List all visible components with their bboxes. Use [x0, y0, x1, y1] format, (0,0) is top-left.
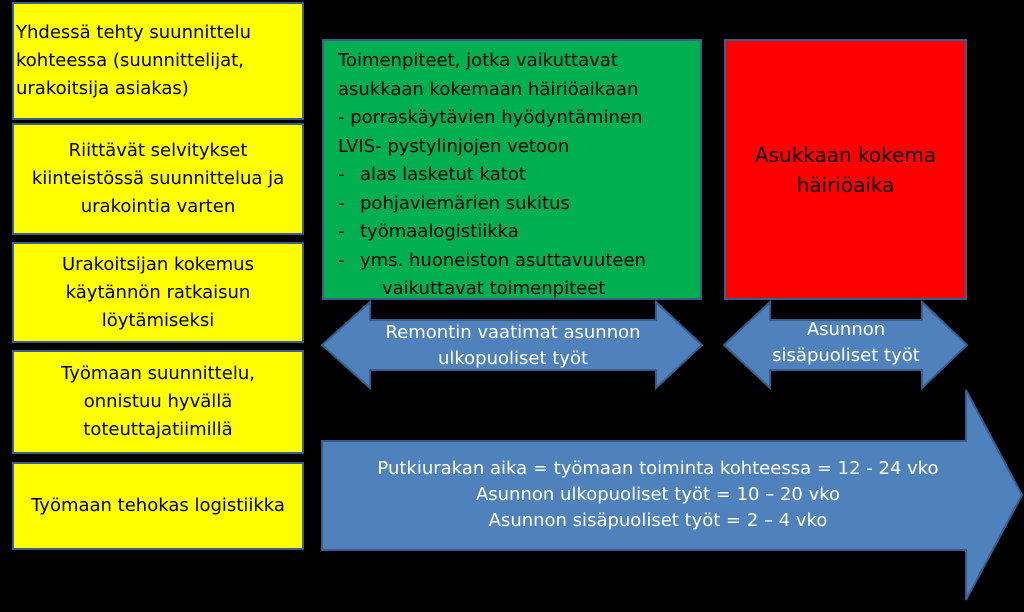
- outside-works-label: [362, 320, 664, 372]
- duration-line: Asunnon ulkopuoliset työt = 10 – 20 vko: [475, 484, 841, 505]
- duration-line: Asunnon sisäpuoliset työt = 2 – 4 vko: [488, 510, 828, 531]
- bullet-dash: -: [338, 164, 345, 185]
- measures-line: LVIS- pystylinjojen vetoon: [338, 135, 570, 157]
- bullet-text: pohjaviemärien sukitus: [360, 192, 570, 214]
- arrow-label-line: Asunnon: [806, 319, 886, 340]
- measures-line: - porraskäytävien hyödyntäminen: [338, 107, 643, 128]
- bullet-text: yms. huoneiston asuttavuuteen: [360, 249, 646, 271]
- arrow-label-line: sisäpuoliset työt: [772, 345, 920, 366]
- duration-line: Putkiurakan aika = työmaan toiminta kohteessa = 12 - 24 vko: [377, 458, 939, 479]
- inside-works-label: [762, 317, 930, 369]
- bullet-text: alas lasketut katot: [360, 164, 526, 185]
- disturbance-line: häiriöaika: [796, 172, 895, 197]
- arrow-label-line: ulkopuoliset työt: [437, 348, 589, 369]
- factor-line: löytämiseksi: [101, 309, 215, 331]
- bullet-text: työmaalogistiikka: [360, 221, 519, 242]
- factor-line: käytännön ratkaisun: [65, 281, 251, 303]
- factor-line: urakointia varten: [80, 196, 236, 217]
- factor-line: Yhdessä tehty suunnittelu: [16, 22, 251, 43]
- factor-line: Työmaan tehokas logistiikka: [31, 495, 285, 516]
- bullet-dash: -: [338, 221, 345, 242]
- factor-line: toteuttajatiimillä: [83, 419, 233, 440]
- bullet-dash: -: [338, 249, 345, 271]
- factor-line: kiinteistössä suunnittelua ja: [31, 168, 285, 189]
- project-duration-label: [330, 456, 986, 534]
- measures-line: Toimenpiteet, jotka vaikuttavat: [338, 50, 618, 71]
- factor-line: kohteessa (suunnittelijat,: [16, 50, 244, 71]
- factor-line: Urakoitsijan kokemus: [62, 253, 254, 275]
- bullet-text: vaikuttavat toimenpiteet: [382, 278, 606, 299]
- factor-line: Riittävät selvitykset: [68, 140, 248, 161]
- measures-line: asukkaan kokemaan häiriöaikaan: [338, 78, 639, 100]
- factor-line: onnistuu hyvällä: [83, 391, 233, 412]
- arrow-label-line: Remontin vaatimat asunnon: [385, 322, 641, 343]
- factor-line: Työmaan suunnittelu,: [61, 363, 255, 384]
- disturbance-line: Asukkaan kokema: [754, 142, 937, 167]
- factor-line: urakoitsija asiakas): [16, 78, 189, 99]
- bullet-dash: -: [338, 192, 345, 214]
